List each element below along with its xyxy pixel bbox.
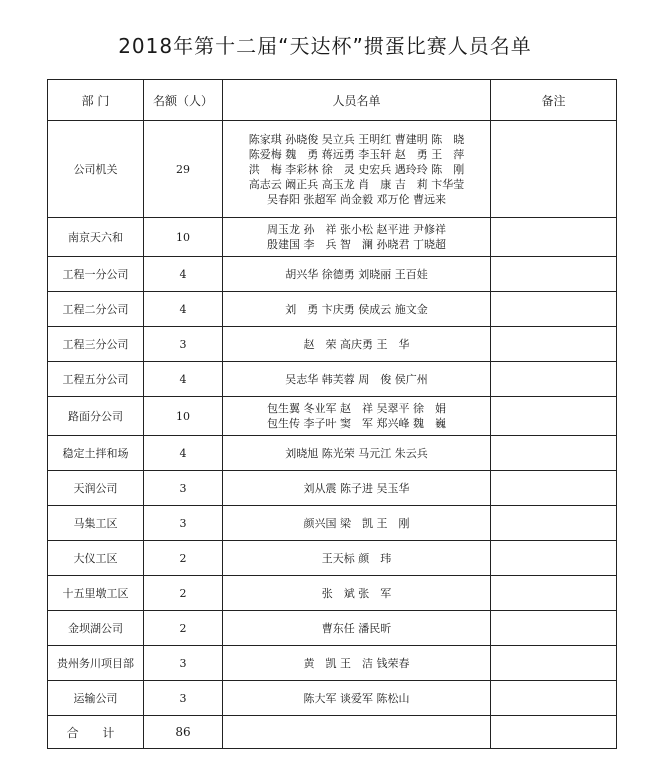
total-names-cell: [223, 716, 491, 749]
names-cell: [223, 397, 491, 436]
names-line: 周玉龙 孙 祥 张小松 赵平进 尹修祥: [267, 223, 446, 236]
quota-cell: 3: [144, 506, 223, 541]
department-cell: 工程一分公司: [48, 257, 144, 292]
department-cell: 公司机关: [48, 121, 144, 218]
names-cell: [223, 681, 491, 716]
names-line: 黄 凯 王 洁 钱荣春: [303, 656, 410, 670]
names-cell: [223, 292, 491, 327]
table-row: [48, 436, 617, 471]
department-cell: 工程三分公司: [48, 327, 144, 362]
names-cell: [223, 506, 491, 541]
names-cell: [223, 121, 491, 218]
quota-cell: 3: [144, 471, 223, 506]
quota-cell: 2: [144, 541, 223, 576]
names-cell: [223, 362, 491, 397]
notes-cell: [491, 506, 617, 541]
quota-cell: 3: [144, 327, 223, 362]
header-notes: 备注: [491, 80, 617, 121]
names-line: 吴春阳 张超军 尚金毅 邓万伦 曹远来: [267, 192, 446, 206]
notes-cell: [491, 218, 617, 257]
names-cell: [223, 541, 491, 576]
department-cell: 金坝湖公司: [48, 611, 144, 646]
table-row: [48, 257, 617, 292]
table-row: [48, 471, 617, 506]
department-cell: 贵州务川项目部: [48, 646, 144, 681]
names-cell: [223, 218, 491, 257]
notes-cell: [491, 121, 617, 218]
roster-table: [47, 79, 617, 749]
names-line: 刘 勇 卞庆勇 侯成云 施文金: [285, 302, 428, 316]
notes-cell: [491, 541, 617, 576]
notes-cell: [491, 611, 617, 646]
names-line: 陈大军 谈爱军 陈松山: [303, 691, 410, 705]
names-line: 赵 荣 高庆勇 王 华: [303, 337, 410, 351]
table-row: [48, 327, 617, 362]
total-label: 合 计: [48, 716, 144, 749]
total-notes-cell: [491, 716, 617, 749]
department-cell: 工程五分公司: [48, 362, 144, 397]
header-department: 部 门: [48, 80, 144, 121]
department-cell: 马集工区: [48, 506, 144, 541]
names-line: 包生传 李子叶 窦 军 郑兴峰 魏 巍: [267, 417, 446, 430]
quota-cell: 4: [144, 436, 223, 471]
names-line: 高志云 阚正兵 高玉龙 肖 康 吉 莉 卞华莹: [248, 177, 465, 191]
names-line: 吴志华 韩芙蓉 周 俊 侯广州: [285, 372, 428, 386]
quota-cell: 10: [144, 397, 223, 436]
roster-body: [48, 121, 617, 716]
names-cell: [223, 257, 491, 292]
notes-cell: [491, 362, 617, 397]
table-row: [48, 506, 617, 541]
department-cell: 南京天六和: [48, 218, 144, 257]
total-quota: 86: [144, 716, 223, 749]
table-row: [48, 362, 617, 397]
quota-cell: 4: [144, 257, 223, 292]
header-quota: 名额（人）: [144, 80, 223, 121]
names-line: 陈爱梅 魏 勇 蒋远勇 李玉轩 赵 勇 王 萍: [248, 147, 465, 161]
department-cell: 十五里墩工区: [48, 576, 144, 611]
notes-cell: [491, 576, 617, 611]
names-cell: [223, 646, 491, 681]
table-row: [48, 397, 617, 436]
table-row: [48, 646, 617, 681]
table-row: [48, 576, 617, 611]
names-cell: [223, 436, 491, 471]
notes-cell: [491, 327, 617, 362]
quota-cell: 3: [144, 646, 223, 681]
department-cell: 稳定土拌和场: [48, 436, 144, 471]
department-cell: 天润公司: [48, 471, 144, 506]
names-line: 陈家琪 孙晓俊 吴立兵 王明红 曹建明 陈 晓: [248, 132, 465, 146]
names-line: 曹东任 潘民昕: [321, 621, 392, 635]
quota-cell: 4: [144, 362, 223, 397]
table-row: [48, 541, 617, 576]
quota-cell: 2: [144, 576, 223, 611]
department-cell: 路面分公司: [48, 397, 144, 436]
total-row: [48, 716, 617, 749]
document-title: 2018年第十二届“天达杯”掼蛋比赛人员名单: [118, 34, 532, 58]
table-row: [48, 611, 617, 646]
department-cell: 大仪工区: [48, 541, 144, 576]
names-cell: [223, 327, 491, 362]
quota-cell: 4: [144, 292, 223, 327]
department-cell: 工程二分公司: [48, 292, 144, 327]
names-line: 刘从震 陈子进 吴玉华: [303, 481, 410, 495]
table-row: [48, 121, 617, 218]
quota-cell: 2: [144, 611, 223, 646]
notes-cell: [491, 257, 617, 292]
department-cell: 运输公司: [48, 681, 144, 716]
notes-cell: [491, 397, 617, 436]
quota-cell: 29: [144, 121, 223, 218]
notes-cell: [491, 436, 617, 471]
names-line: 刘晓旭 陈光荣 马元江 朱云兵: [285, 446, 428, 460]
names-line: 洪 梅 李彩林 徐 灵 史宏兵 遇玲玲 陈 刚: [248, 162, 465, 176]
notes-cell: [491, 681, 617, 716]
table-row: [48, 292, 617, 327]
notes-cell: [491, 471, 617, 506]
names-line: 王天标 颜 玮: [321, 551, 392, 565]
header-names: 人员名单: [223, 80, 491, 121]
quota-cell: 3: [144, 681, 223, 716]
names-line: 张 斌 张 军: [321, 586, 392, 600]
names-cell: [223, 471, 491, 506]
notes-cell: [491, 292, 617, 327]
names-line: 包生翼 冬业军 赵 祥 吴翠平 徐 娟: [267, 402, 446, 415]
names-cell: [223, 611, 491, 646]
table-header-row: [48, 80, 617, 121]
table-row: [48, 681, 617, 716]
names-line: 胡兴华 徐德勇 刘晓丽 王百娃: [285, 267, 428, 281]
names-line: 颜兴国 梁 凯 王 刚: [303, 516, 410, 530]
table-row: [48, 218, 617, 257]
quota-cell: 10: [144, 218, 223, 257]
notes-cell: [491, 646, 617, 681]
names-cell: [223, 576, 491, 611]
names-line: 殷建国 李 兵 智 澜 孙晓君 丁晓超: [267, 238, 446, 251]
